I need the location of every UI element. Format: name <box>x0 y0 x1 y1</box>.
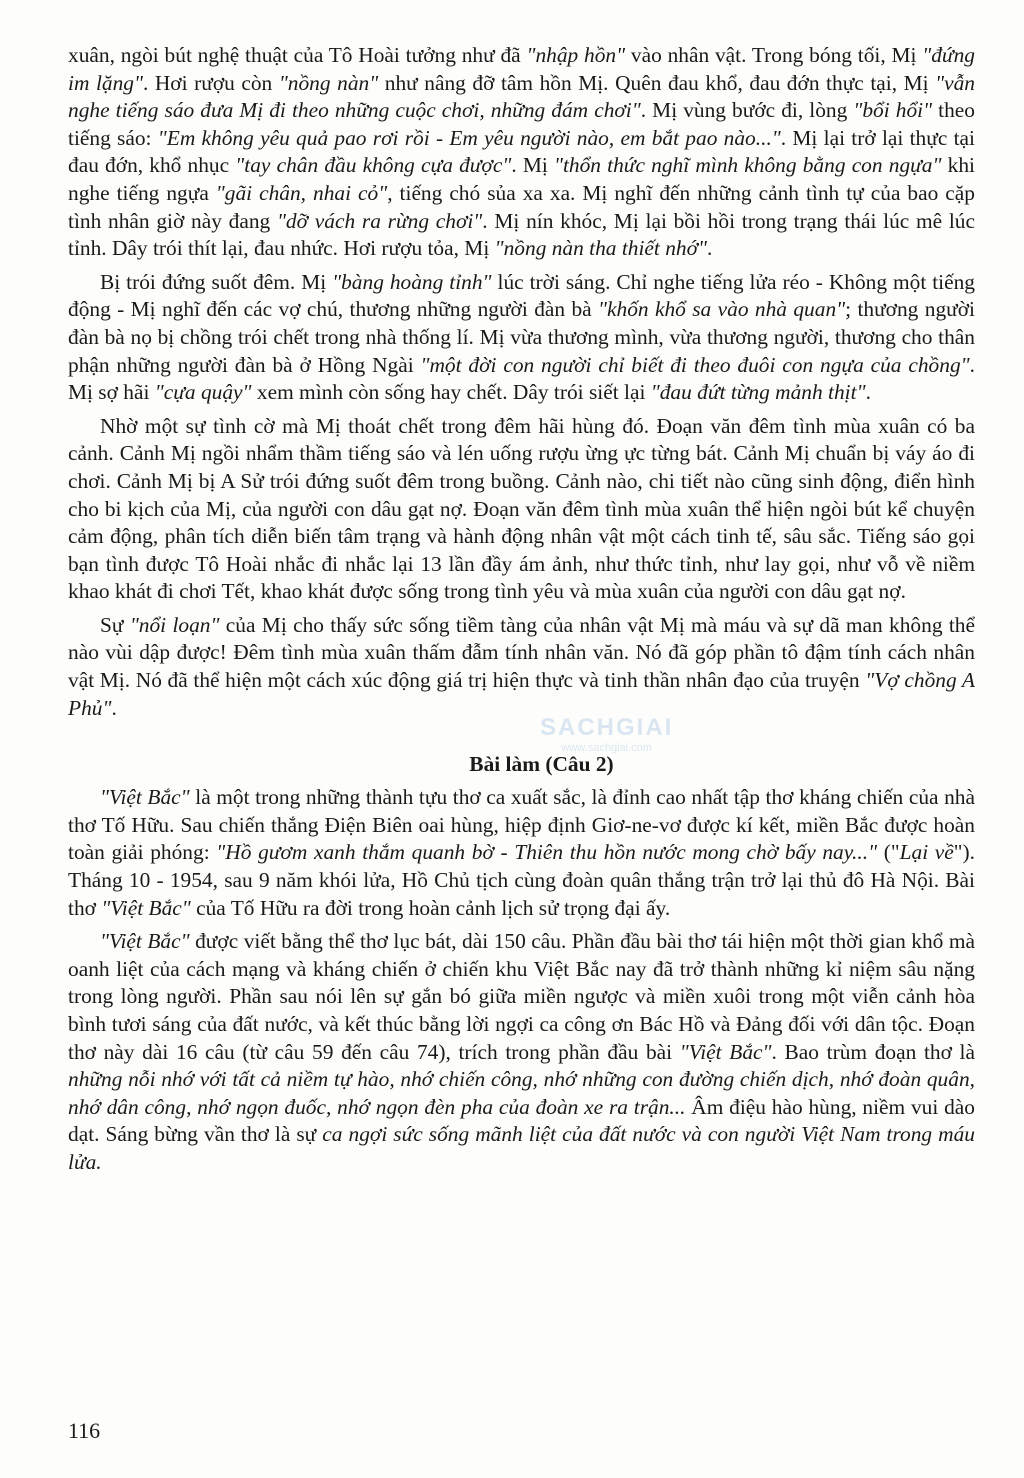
watermark-url: www.sachgiai.com <box>561 742 652 754</box>
text-run: là một trong những thành tựu thơ ca xuất sắc, là đỉnh cao nhất tập thơ kháng chiến của nhà thơ Tố Hữu. Sau chiến thắng Điện Biên oai hùng, hiệp định Giơ-ne-vơ được kí kết, miền Bắc được hoàn toàn giải phóng: <box>68 785 975 865</box>
text-run: được viết bằng thể thơ lục bát, dài 150 câu. Phần đầu bài thơ tái hiện một thời gian khổ mà oanh liệt của cách mạng và kháng chiến ở chiến khu Việt Bắc nay đã trở thành những kỉ niệm sâu nặng trong lòng người. Phần sau nói lên sự gắn bó giữa miền ngược và miền xuôi trong một viễn cảnh hòa bình tươi sáng của đất nước, và kết thúc bằng lời ngợi ca công ơn Bác Hồ và Đảng đối với dân tộc. Đoạn thơ này dài 16 câu (từ câu 59 đến câu 74), trích trong phần đầu bài <box>68 929 975 1064</box>
page-body-text <box>68 42 975 1183</box>
italic-quote: "thổn thức nghĩ mình không bằng con ngựa" <box>553 153 942 178</box>
text-run: . Mị lại trở lại thực tại đau đớn, khổ nhục <box>68 125 975 178</box>
italic-quote: "nổi loạn" <box>129 612 220 637</box>
text-run: Sự <box>100 612 130 637</box>
text-run: . Hơi rượu còn <box>142 70 279 95</box>
italic-quote: "vẫn nghe tiếng sáo đưa Mị đi theo những cuộc chơi, những đám chơi" <box>68 70 975 123</box>
text-run: vào nhân vật. Trong bóng tối, Mị <box>625 43 923 67</box>
italic-quote: "Hồ gươm xanh thắm quanh bờ - Thiên thu hồn nước mong chờ bấy nay..." <box>216 840 878 865</box>
text-run: (" <box>877 840 900 865</box>
italic-quote: những nỗi nhớ với tất cả niềm tự hào, nhớ chiến công, nhớ những con đường chiến dịch, nhớ đoàn quân, nhớ dân công, nhớ ngọn đuốc, nhớ ngọn đèn pha của đoàn xe ra trận... <box>68 1067 975 1119</box>
italic-quote: "khốn khổ sa vào nhà quan" <box>598 297 846 322</box>
text-run: xem mình còn sống hay chết. Dây trói siết lại <box>251 380 651 405</box>
page-number: 116 <box>68 1418 101 1443</box>
italic-quote: "Việt Bắc" <box>100 785 190 810</box>
watermark-brand: SACHGIAI <box>540 714 674 741</box>
italic-quote: "cựa quậy" <box>154 380 252 405</box>
text-run: xuân, ngòi bút nghệ thuật của Tô Hoài tưởng như đã <box>68 43 527 67</box>
text-run: ; thương người đàn bà nọ bị chồng trói chết trong nhà thống lí. Mị vừa thương mình, vừa thương người, thương cho thân phận những người đàn bà ở Hồng Ngài <box>68 297 975 377</box>
text-run: của Mị cho thấy sức sống tiềm tàng của nhân vật Mị mà máu và sự dã man không thể nào vùi dập được! Đêm tình mùa xuân thấm đẫm tính nhân văn. Nó đã góp phần tô đậm tính cách nhân vật Mị. Nó đã thể hiện một cách xúc động giá trị hiện thực và tinh thần nhân đạo của truyện <box>68 612 975 693</box>
italic-quote: "đau đứt từng mảnh thịt" <box>650 380 866 405</box>
italic-quote: "gãi chân, nhai cỏ" <box>215 180 388 205</box>
italic-quote: "đứng im lặng" <box>68 43 975 95</box>
text-run: . Mị sợ hãi <box>68 352 975 405</box>
text-run: . Mị nín khóc, Mị lại bồi hồi trong trạng thái lúc mê lúc tỉnh. Dây trói thít lại, đau nhức. Hơi rượu tỏa, Mị <box>68 208 975 261</box>
italic-quote: "tay chân đầu không cựa được" <box>235 153 512 178</box>
text-run: Âm điệu hào hùng, niềm vui dào dạt. Sáng bừng vần thơ là sự <box>68 1094 976 1147</box>
text-run: như nâng đỡ tâm hồn Mị. Quên đau khổ, đau đớn thực tại, Mị <box>378 70 936 95</box>
italic-quote: "nồng nàn" <box>278 70 379 95</box>
text-run: Nhờ một sự tình cờ mà Mị thoát chết trong đêm hãi hùng đó. Đoạn văn đêm tình mùa xuân có ba cảnh. Cảnh Mị ngồi nhẩm thầm tiếng sáo và lén uống rượu ừng ực từng bát. Cảnh Mị chuẩn bị váy áo đi chơi. Cảnh Mị bị A Sử trói đứng suốt đêm trong buồng. Cảnh nào, chi tiết nào cũng sinh động, điển hình cho bi kịch của Mị, của người con dâu gạt nợ. Đoạn văn đêm tình mùa xuân thể hiện ngòi bút kể chuyện cảm động, phân tích diễn biến tâm trạng và hành động nhân vật một cách tinh tế, sâu sắc. Tiếng sáo gọi bạn tình được Tô Hoài nhắc đi nhắc lại 13 lần đầy ám ảnh, như thức tỉnh, như lay gọi, như vỗ về niềm khao khát đi chơi Tết, khao khát được sống trong tình yêu và mùa xuân của người con dâu gạt nợ. <box>68 413 975 604</box>
italic-quote: "bàng hoàng tỉnh" <box>332 269 492 294</box>
italic-quote: "bổi hổi" <box>853 98 933 123</box>
body-paragraph <box>68 42 975 263</box>
text-run: khi nghe tiếng ngựa <box>68 153 975 205</box>
body-paragraph <box>68 784 975 922</box>
body-paragraph <box>68 413 975 606</box>
text-run: theo tiếng sáo: <box>68 98 975 150</box>
text-run: "). Tháng 10 - 1954, sau 9 năm khói lửa, Hồ Chủ tịch cùng đoàn quân thắng trận trở lại thủ đô Hà Nội. Bài thơ <box>68 840 975 920</box>
italic-quote: "nhập hồn" <box>526 43 626 67</box>
italic-quote: "Việt Bắc" <box>100 929 190 954</box>
body-paragraph <box>68 269 975 407</box>
text-run: của Tố Hữu ra đời trong hoàn cảnh lịch sử trọng đại ấy. <box>190 895 671 920</box>
text-run: . Mị vùng bước đi, lòng <box>640 98 854 123</box>
text-run: Bị trói đứng suốt đêm. Mị <box>100 269 333 294</box>
italic-quote: "Việt Bắc" <box>101 895 191 920</box>
italic-quote: ca ngợi sức sống mãnh liệt của đất nước và con người Việt Nam trong máu lửa. <box>68 1122 975 1174</box>
text-run: . <box>707 236 713 261</box>
body-paragraph <box>68 612 975 722</box>
italic-quote: "Việt Bắc" <box>679 1039 772 1064</box>
text-run: lúc trời sáng. Chỉ nghe tiếng lửa réo - Không một tiếng động - Mị nghĩ đến các vợ chú, thương những người đàn bà <box>68 269 976 322</box>
italic-quote: "một đời con người chỉ biết đi theo đuôi con ngựa của chồng" <box>420 352 970 377</box>
text-run: . <box>111 695 117 720</box>
text-run: , tiếng chó sủa xa xa. Mị nghĩ đến những cảnh tình tự của bao cặp tình nhân giờ này đang <box>68 180 975 233</box>
text-run: . Mị <box>511 153 554 178</box>
body-paragraph <box>68 928 975 1176</box>
section-heading: Bài làm (Câu 2) <box>469 752 614 777</box>
italic-quote: "Em không yêu quả pao rơi rồi - Em yêu người nào, em bắt pao nào..." <box>157 125 781 150</box>
italic-quote: "Vợ chồng A Phủ" <box>68 668 975 720</box>
italic-quote: "nồng nàn tha thiết nhớ" <box>494 236 708 261</box>
text-run: . <box>865 380 871 405</box>
italic-quote: Lại về <box>899 840 954 865</box>
text-run: . Bao trùm đoạn thơ là <box>771 1039 975 1064</box>
italic-quote: "dỡ vách ra rừng chơi" <box>276 208 483 233</box>
